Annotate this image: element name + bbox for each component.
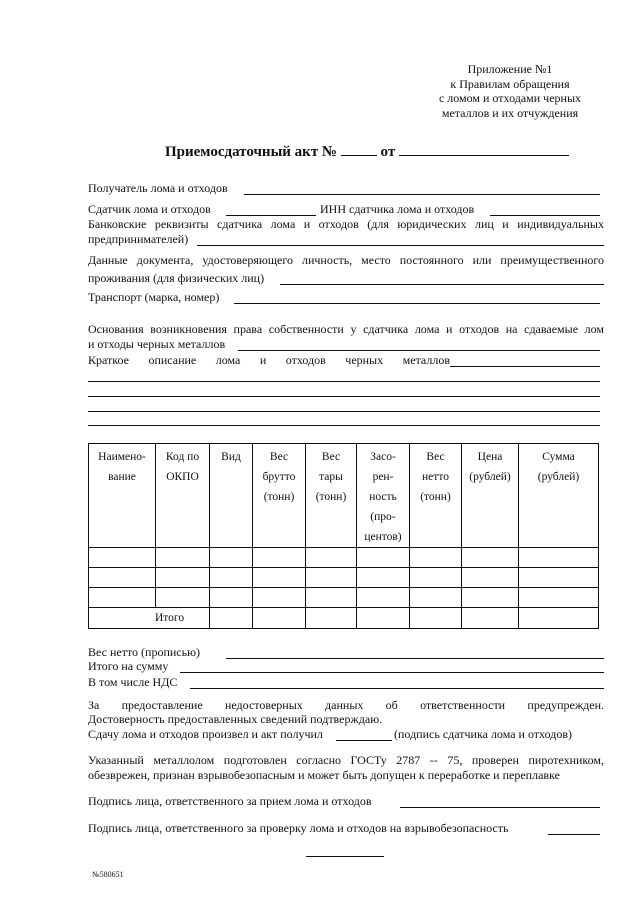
supplier-field[interactable]	[226, 215, 316, 216]
title-from: от	[380, 144, 396, 160]
table-row[interactable]	[89, 568, 599, 588]
header-contamination: Засо- рен- ность (про- центов)	[357, 444, 410, 548]
total-sum-field[interactable]	[180, 672, 604, 673]
transport-field[interactable]	[234, 303, 600, 304]
appendix-line: к Правилам обращения	[450, 76, 570, 91]
appendix-line: металлов и их отчуждения	[441, 105, 579, 120]
appendix-line: с ломом и отходами черных	[438, 91, 582, 105]
bank-details-field[interactable]	[197, 245, 604, 246]
footer-code: №580651	[92, 870, 124, 879]
inn-label: ИНН сдатчика лома и отходов	[320, 202, 475, 216]
header-net: Вес нетто (тонн)	[410, 444, 462, 548]
safety-statement-cont: обезврежен, признан взрывобезопасным и может быть допущен к переработке и переплавке	[88, 768, 560, 782]
ownership-grounds-field[interactable]	[238, 350, 600, 351]
header-okpo: Код по ОКПО	[156, 444, 210, 548]
description-line[interactable]	[88, 381, 600, 382]
checker-signature-label: Подпись лица, ответственного за проверку лома и отходов на взрывобезопасность	[88, 821, 509, 835]
header-name: Наимено- вание	[89, 444, 156, 548]
act-date-field[interactable]	[399, 142, 569, 156]
supplier-label: Сдатчик лома и отходов	[88, 202, 211, 216]
supplier-signature-field[interactable]	[336, 740, 392, 741]
footer-separator	[306, 856, 384, 857]
vat-field[interactable]	[190, 688, 604, 689]
recipient-label: Получатель лома и отходов	[88, 181, 228, 195]
description-line[interactable]	[88, 425, 600, 426]
supplier-signature-caption: (подпись сдатчика лома и отходов)	[394, 727, 573, 741]
identity-docs-label-cont: проживания (для физических лиц)	[88, 271, 265, 285]
total-sum-label: Итого на сумму	[88, 659, 169, 673]
identity-docs-label: Данные документа, удостоверяющего личность, место постоянного или преимущественного	[88, 253, 604, 267]
header-type: Вид	[210, 444, 253, 548]
description-line[interactable]	[88, 396, 600, 397]
goods-table	[88, 443, 599, 629]
description-label: Краткое описание лома и отходов черных металлов	[88, 353, 450, 367]
identity-docs-field[interactable]	[280, 284, 604, 285]
table-header-row	[89, 444, 599, 548]
appendix-line: Приложение №1	[467, 62, 553, 76]
liability-warning: За предоставление недостоверных данных об ответственности предупрежден.	[88, 698, 604, 712]
confirmation-text: Достоверность предоставленных сведений подтверждаю.	[88, 712, 383, 726]
header-tare: Вес тары (тонн)	[306, 444, 357, 548]
description-field[interactable]	[450, 366, 600, 367]
ownership-grounds-label-cont: и отходы черных металлов	[88, 337, 226, 351]
vat-label: В том числе НДС	[88, 675, 178, 689]
recipient-field[interactable]	[244, 194, 600, 195]
total-label: Итого	[89, 608, 210, 629]
handover-label: Сдачу лома и отходов произвел и акт получил	[88, 727, 323, 741]
table-total-row[interactable]	[89, 608, 599, 629]
header-price: Цена (рублей)	[462, 444, 519, 548]
receiver-signature-field[interactable]	[400, 807, 600, 808]
table-row[interactable]	[89, 588, 599, 608]
title-prefix: Приемосдаточный акт №	[165, 144, 338, 160]
document-title	[165, 142, 569, 161]
checker-signature-field[interactable]	[548, 834, 600, 835]
bank-details-label: Банковские реквизиты сдатчика лома и отходов (для юридических лиц и индивидуальных	[88, 217, 604, 231]
ownership-grounds-label: Основания возникновения права собственности у сдатчика лома и отходов на сдаваемые лом	[88, 322, 604, 336]
appendix-note	[420, 62, 600, 120]
table-row[interactable]	[89, 548, 599, 568]
receiver-signature-label: Подпись лица, ответственного за прием лома и отходов	[88, 794, 372, 808]
inn-field[interactable]	[490, 215, 600, 216]
header-gross: Вес брутто (тонн)	[253, 444, 306, 548]
act-number-field[interactable]	[341, 142, 377, 156]
safety-statement: Указанный металлолом подготовлен согласно ГОСТу 2787 -- 75, проверен пиротехником,	[88, 753, 604, 767]
net-weight-label: Вес нетто (прописью)	[88, 645, 201, 659]
header-sum: Сумма (рублей)	[519, 444, 599, 548]
bank-details-label-cont: предпринимателей)	[88, 232, 189, 246]
description-line[interactable]	[88, 411, 600, 412]
net-weight-field[interactable]	[226, 658, 604, 659]
transport-label: Транспорт (марка, номер)	[88, 290, 220, 304]
